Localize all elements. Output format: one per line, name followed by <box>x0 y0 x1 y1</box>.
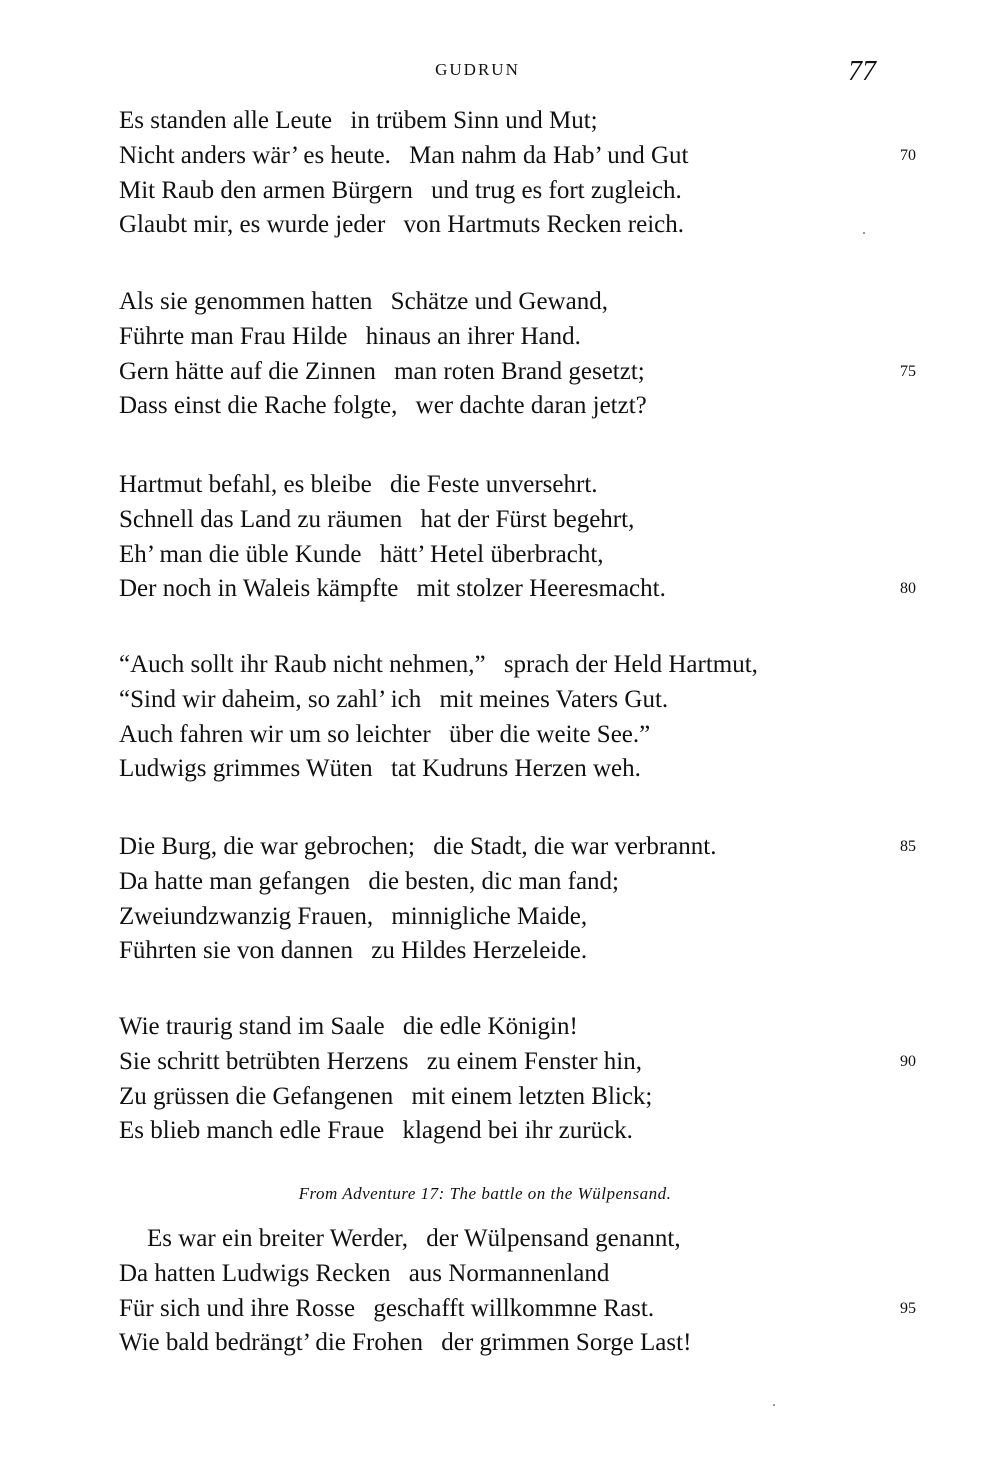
verse-line <box>119 718 758 753</box>
verse-line <box>119 320 647 355</box>
verse-line <box>119 1114 652 1149</box>
verse-first-half: “Auch sollt ihr Raub nicht nehmen,” <box>119 651 486 678</box>
verse-second-half: Schätze und Gewand, <box>390 288 608 315</box>
section-heading: From Adventure 17: The battle on the Wülpensand. <box>298 1184 672 1203</box>
verse-first-half: Mit Raub den armen Bürgern <box>119 176 413 204</box>
verse-line <box>119 285 647 320</box>
verse-second-half: hat der Fürst begehrt, <box>420 505 635 533</box>
verse-first-half: Es standen alle Leute <box>119 107 333 134</box>
verse-second-half: mit einem letzten Blick; <box>411 1082 653 1110</box>
verse-second-half: tat Kudruns Herzen weh. <box>390 755 641 783</box>
verse-second-half: über die weite See.” <box>448 720 651 748</box>
verse-second-half: die Stadt, die war verbrannt. <box>433 833 717 860</box>
line-number: 75 <box>900 362 916 380</box>
verse-first-half: Ludwigs grimmes Wüten <box>119 755 373 783</box>
verse-second-half: die Feste unversehrt. <box>389 471 598 498</box>
verse-first-half: Als sie genommen hatten <box>119 288 373 315</box>
verse-first-half: Glaubt mir, es wurde jeder <box>119 211 386 239</box>
verse-first-half: Die Burg, die war gebrochen; <box>119 833 415 860</box>
verse-first-half: Es war ein breiter Werder, <box>147 1225 408 1252</box>
running-head: GUDRUN <box>435 60 520 79</box>
verse-second-half: der Wülpensand genannt, <box>426 1225 681 1252</box>
verse-line <box>119 104 688 139</box>
verse-first-half: Auch fahren wir um so leichter <box>119 720 431 748</box>
verse-first-half: Gern hätte auf die Zinnen <box>119 357 376 385</box>
verse-line <box>119 208 688 243</box>
verse-first-half: Hartmut befahl, es bleibe <box>119 471 372 498</box>
stanza <box>119 1010 916 1149</box>
verse-line <box>119 1010 652 1045</box>
verse-first-half: Zweiundzwanzig Frauen, <box>119 902 374 930</box>
stanza <box>119 285 916 424</box>
verse-line <box>119 900 716 935</box>
stanza <box>119 1222 916 1361</box>
verse-first-half: Dass einst die Rache folgte, <box>119 392 398 420</box>
verse-first-half: Wie bald bedrängt’ die Frohen <box>119 1329 423 1357</box>
verse-second-half: hätt’ Hetel überbracht, <box>379 540 604 568</box>
verse-line <box>119 1222 691 1257</box>
verse-second-half: man roten Brand gesetzt; <box>394 357 645 385</box>
verse-line <box>119 865 716 900</box>
verse-first-half: “Sind wir daheim, so zahl’ ich <box>119 685 422 713</box>
verse-first-half: Eh’ man die üble Kunde <box>119 540 362 568</box>
verse-second-half: mit meines Vaters Gut. <box>439 685 669 713</box>
verse-first-half: Schnell das Land zu räumen <box>119 505 403 533</box>
verse-second-half: geschafft willkommne Rast. <box>373 1294 655 1322</box>
verse-first-half: Da hatte man gefangen <box>119 867 351 895</box>
verse-second-half: aus Normannenland <box>408 1259 610 1287</box>
stanza <box>119 830 916 969</box>
verse-line <box>119 683 758 718</box>
stanza <box>119 104 916 243</box>
verse-first-half: Führte man Frau Hilde <box>119 322 348 350</box>
verse-second-half: klagend bei ihr zurück. <box>402 1117 633 1145</box>
verse-second-half: sprach der Held Hartmut, <box>503 651 758 678</box>
verse-first-half: Für sich und ihre Rosse <box>119 1294 356 1322</box>
verse-second-half: minnigliche Maide, <box>391 902 588 930</box>
verse-first-half: Es blieb manch edle Fraue <box>119 1117 385 1145</box>
verse-second-half: mit stolzer Heeresmacht. <box>416 575 666 603</box>
line-number: 85 <box>900 838 916 855</box>
verse-line <box>119 355 916 390</box>
verse-line <box>119 538 666 573</box>
line-number: 70 <box>900 146 916 164</box>
verse-line <box>119 648 758 683</box>
verse-line <box>119 1257 691 1292</box>
verse-line <box>119 139 916 174</box>
verse-second-half: zu Hildes Herzeleide. <box>371 937 588 965</box>
verse-second-half: die edle Königin! <box>402 1013 578 1040</box>
verse-first-half: Sie schritt betrübten Herzens <box>119 1047 409 1075</box>
verse-line <box>119 1326 691 1361</box>
verse-first-half: Nicht anders wär’ es heute. <box>119 141 391 169</box>
line-number: 95 <box>900 1299 916 1317</box>
page-number: 77 <box>848 56 876 87</box>
verse-second-half: von Hartmuts Recken reich. <box>403 211 684 239</box>
verse-line <box>119 174 688 209</box>
line-number: 90 <box>900 1052 916 1070</box>
verse-line <box>119 503 666 538</box>
verse-second-half: der grimmen Sorge Last! <box>441 1329 692 1357</box>
verse-first-half: Wie traurig stand im Saale <box>119 1013 385 1040</box>
verse-first-half: Der noch in Waleis kämpfte <box>119 575 399 603</box>
line-number: 80 <box>900 580 916 598</box>
verse-line <box>119 1080 652 1115</box>
verse-first-half: Zu grüssen die Gefangenen <box>119 1082 394 1110</box>
verse-first-half: Führten sie von dannen <box>119 937 353 965</box>
verse-line <box>119 830 916 865</box>
scan-speck <box>863 232 865 234</box>
verse-line <box>119 389 647 424</box>
scan-speck <box>773 1404 775 1406</box>
verse-second-half: Man nahm da Hab’ und Gut <box>409 141 689 169</box>
verse-second-half: wer dachte daran jetzt? <box>415 392 647 420</box>
verse-second-half: und trug es fort zugleich. <box>431 176 682 204</box>
verse-second-half: in trübem Sinn und Mut; <box>350 107 598 134</box>
verse-first-half: Da hatten Ludwigs Recken <box>119 1259 391 1287</box>
verse-line <box>119 1045 916 1080</box>
verse-line <box>119 752 758 787</box>
verse-second-half: zu einem Fenster hin, <box>426 1047 642 1075</box>
verse-line <box>119 934 716 969</box>
verse-line <box>119 572 916 607</box>
verse-second-half: hinaus an ihrer Hand. <box>365 322 581 350</box>
stanza <box>119 648 758 787</box>
stanza <box>119 468 916 607</box>
verse-line <box>119 1292 916 1327</box>
verse-second-half: die besten, dic man fand; <box>368 867 620 895</box>
verse-line <box>119 468 666 503</box>
